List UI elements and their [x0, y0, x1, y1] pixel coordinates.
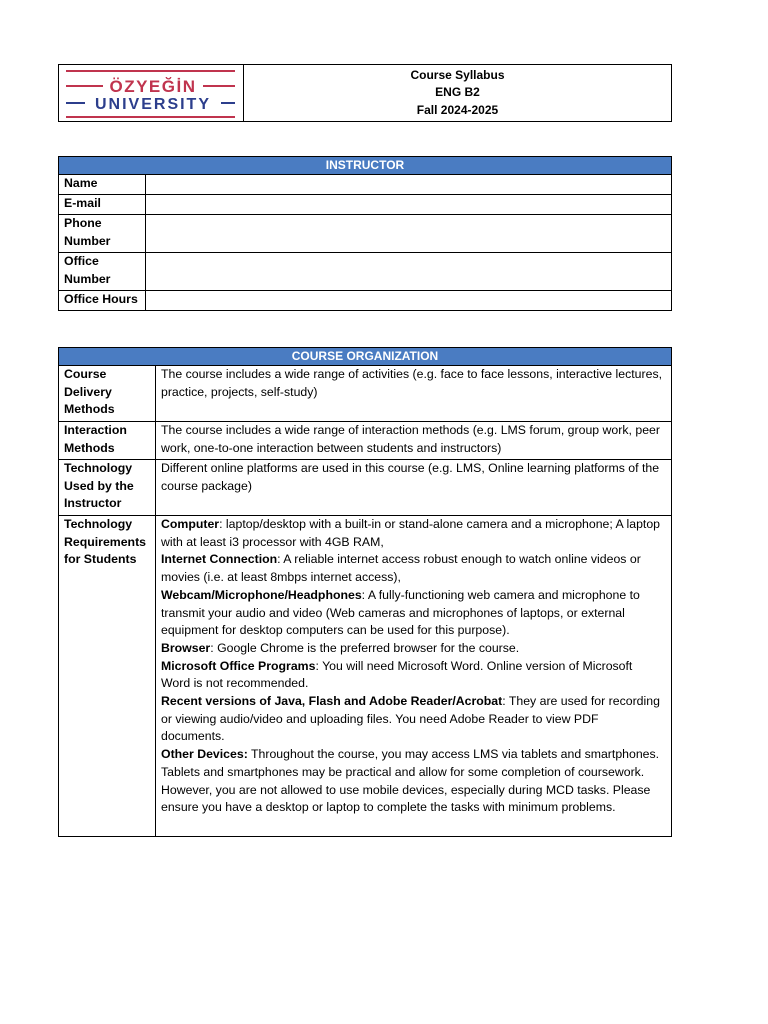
university-logo — [63, 67, 239, 119]
requirements-label: Technology Requirements for Students — [59, 516, 156, 837]
email-value — [146, 195, 672, 215]
syllabus-title-cell — [244, 65, 672, 122]
requirement-item: Recent versions of Java, Flash and Adobe Reader/Acrobat: They are used for recording or viewing audio/video and uploading files. You need Adobe Reader to view PDF documents. — [161, 694, 660, 744]
requirement-item: Microsoft Office Programs: You will need Microsoft Word. Online version of Microsoft Word is not recommended. — [161, 658, 633, 691]
requirements-text — [156, 516, 672, 837]
office-hours-label: Office Hours — [59, 291, 146, 311]
instructor-heading: INSTRUCTOR — [59, 157, 672, 175]
interaction-text: The course includes a wide range of interaction methods (e.g. LMS forum, group work, peer work, one-to-one interaction between students and instructors) — [156, 422, 672, 460]
header-table — [58, 64, 672, 122]
requirement-item: Browser: Google Chrome is the preferred browser for the course. — [161, 640, 520, 655]
name-value — [146, 175, 672, 195]
technology-text: Different online platforms are used in this course (e.g. LMS, Online learning platforms of the course package) — [156, 460, 672, 516]
logo-cell — [59, 65, 244, 122]
course-organization-table — [58, 347, 672, 837]
name-label: Name — [59, 175, 146, 195]
logo-text-bottom: UNIVERSITY — [94, 96, 212, 113]
phone-label: Phone Number — [59, 215, 146, 253]
requirement-item: Webcam/Microphone/Headphones: A fully-functioning web camera and microphone to transmit your audio and video (Web cameras and microphones of laptops, or external equipment for desktop computers can be used for this purpose). — [161, 587, 640, 638]
course-code: ENG B2 — [435, 85, 480, 100]
phone-value — [146, 215, 672, 253]
interaction-label: Interaction Methods — [59, 422, 156, 460]
requirement-item: Computer: laptop/desktop with a built-in or stand-alone camera and a microphone; A laptop with at least i3 processor with 4GB RAM, — [161, 517, 660, 549]
office-number-value — [146, 253, 672, 291]
term: Fall 2024-2025 — [416, 102, 499, 117]
instructor-table — [58, 156, 672, 311]
logo-text-top: ÖZYEĞİN — [109, 77, 197, 96]
requirement-item: Other Devices: Throughout the course, you may access LMS via tablets and smartphones. Tablets and smartphones may be practical and allow for some completion of coursework. However, you are not allowed to use mobile devices, especially during MCD tasks. Please ensure you have a desktop or laptop to complete the tasks with minimum problems. — [161, 747, 660, 815]
office-number-label: Office Number — [59, 253, 146, 291]
syllabus-title: Course Syllabus — [410, 67, 505, 82]
email-label: E-mail — [59, 195, 146, 215]
requirement-item: Internet Connection: A reliable internet access robust enough to watch online videos or movies (i.e. at least 8mbps internet access), — [161, 552, 641, 585]
delivery-label: Course Delivery Methods — [59, 366, 156, 422]
office-hours-value — [146, 291, 672, 311]
delivery-text: The course includes a wide range of activities (e.g. face to face lessons, interactive lectures, practice, projects, self-study) — [156, 366, 672, 422]
technology-label: Technology Used by the Instructor — [59, 460, 156, 516]
organization-heading: COURSE ORGANIZATION — [59, 348, 672, 366]
